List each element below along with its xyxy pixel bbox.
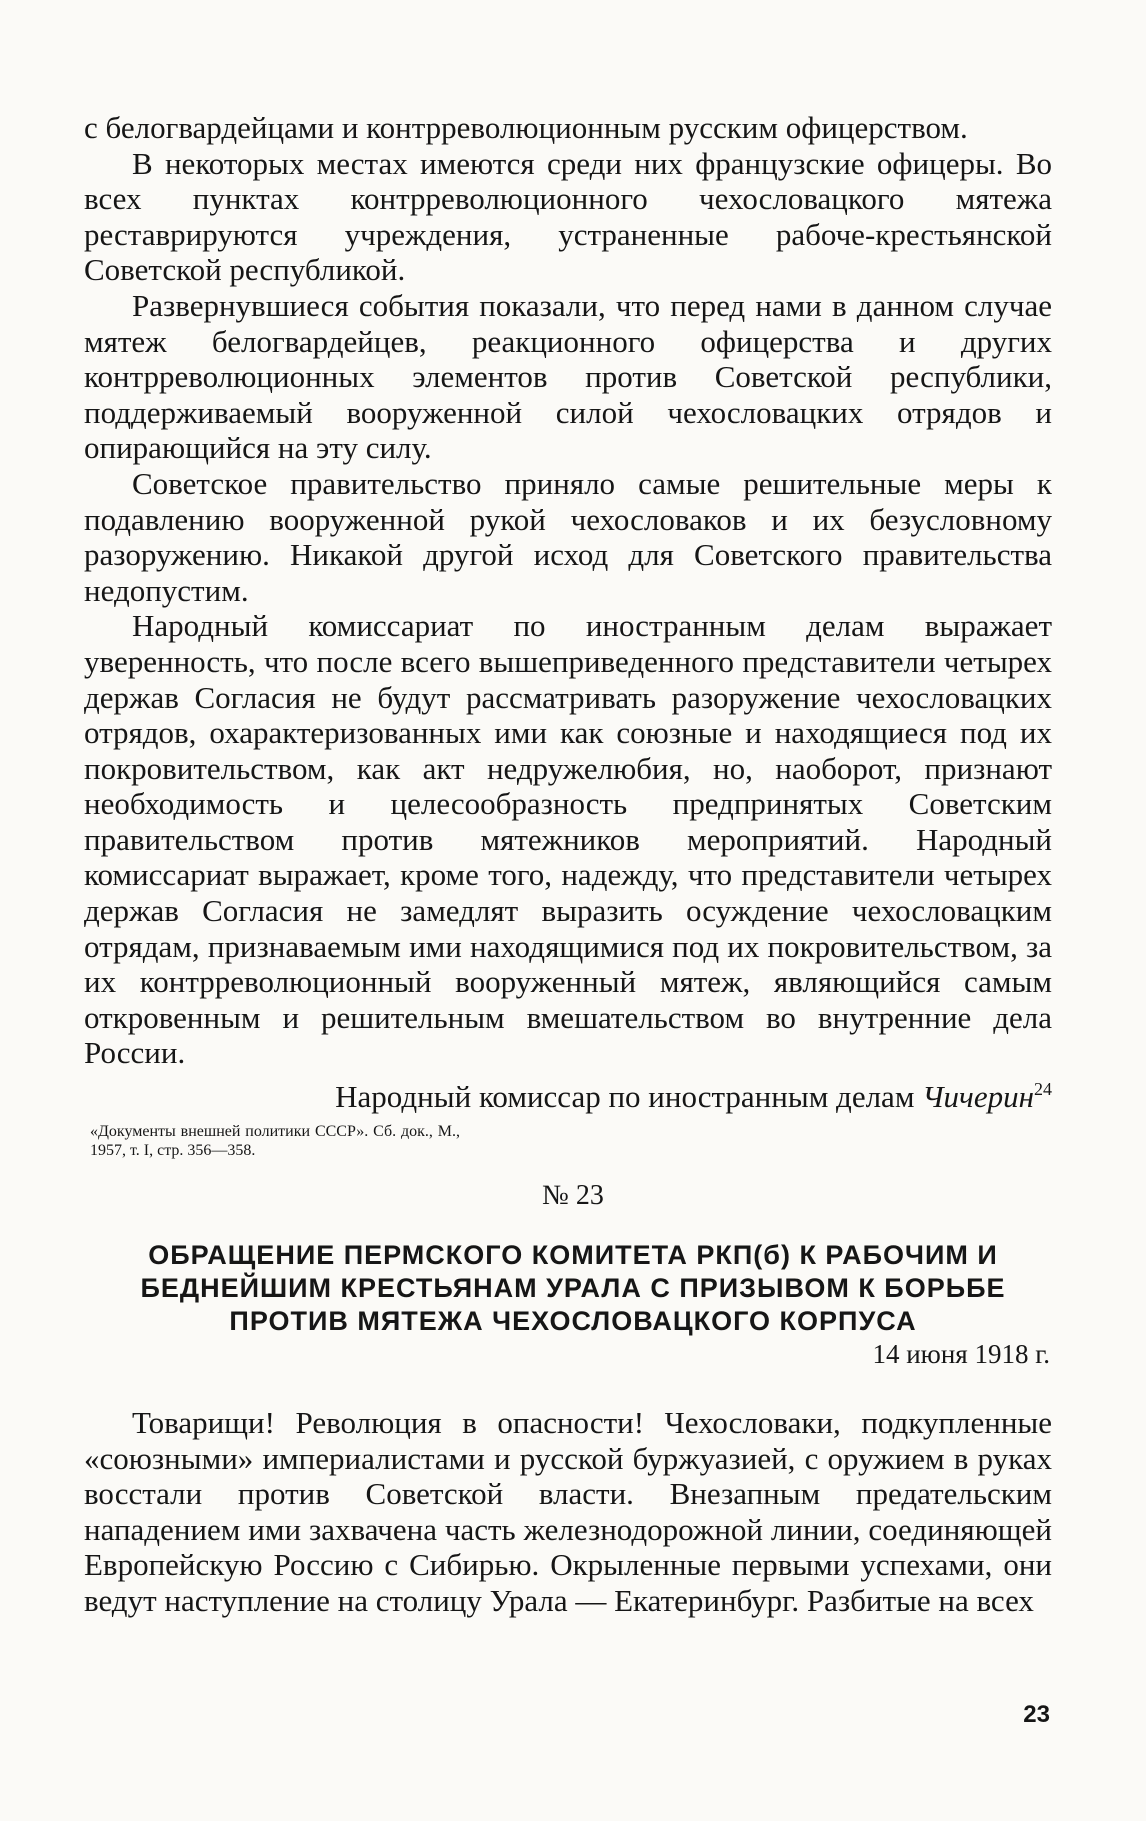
document-date: 14 июня 1918 г. — [872, 1339, 1050, 1369]
document-text-top — [84, 110, 1052, 1115]
document-title: ОБРАЩЕНИЕ ПЕРМСКОГО КОМИТЕТА РКП(б) К РАБОЧИМ И БЕДНЕЙШИМ КРЕСТЬЯНАМ УРАЛА С ПРИЗЫВОМ К БОРЬБЕ ПРОТИВ МЯТЕЖА ЧЕХОСЛОВАЦКОГО КОРПУСА — [140, 1240, 1006, 1336]
paragraph: с белогвардейцами и контрреволюционным русским офицерством. — [84, 110, 968, 145]
paragraph: В некоторых местах имеются среди них французские офицеры. Во всех пунктах контрреволюционного чехословацкого мятежа реставрируются учреждения, устраненные рабоче-крестьянской Советской республикой. — [84, 145, 1052, 288]
paragraph: Развернувшиеся события показали, что перед нами в данном случае мятеж белогвардейцев, реакционного офицерства и других контрреволюционных элементов против Советской республики, поддерживаемый вооруженной силой чехословацких отрядов и опирающийся на эту силу. — [84, 287, 1052, 466]
document-text-bottom — [84, 1405, 1052, 1619]
paragraph: Товарищи! Революция в опасности! Чехословаки, подкупленные «союзными» империалистами и русской буржуазией, с оружием в руках восстали против Советской власти. Внезапным предательским нападением ими захвачена часть железнодорожной линии, соединяющей Европейскую Россию с Сибирью. Окрыленные первыми успехами, они ведут наступление на столицу Урала — Екатеринбург. Разбитые на всех — [84, 1405, 1052, 1618]
paragraph: Советское правительство приняло самые решительные меры к подавлению вооруженной рукой чехословаков и их безусловному разоружению. Никакой другой исход для Советского правительства недопустим. — [84, 465, 1052, 608]
paragraph: Народный комиссариат по иностранным делам выражает уверенность, что после всего вышеприведенного представители четырех держав Согласия не будут рассматривать разоружение чехословацких отрядов, охарактеризованных ими как союзные и находящиеся под их покровительством, как акт недружелюбия, но, наоборот, признают необходимость и целесообразность предпринятых Советским правительством против мятежников мероприятий. Народный комиссариат выражает, кроме того, надежду, что представители четырех держав Согласия не замедлят выразить осуждение чехословацким отрядам, признаваемым ими находящимися под их покровительством, за их контрреволюционный вооруженный мятеж, являющийся самым откровенным и решительным вмешательством во внутренние дела России. — [84, 608, 1052, 1071]
signature-title: Народный комиссар по иностранным делам — [335, 1079, 915, 1115]
signature — [84, 1079, 1052, 1115]
page-number: 23 — [1023, 1701, 1050, 1728]
source-citation: «Документы внешней политики СССР». Сб. док., М., 1957, т. I, стр. 356—358. — [90, 1123, 460, 1159]
signature-name: Чичерин — [922, 1079, 1034, 1115]
document-number: № 23 — [542, 1180, 604, 1211]
footnote-marker: 24 — [1034, 1079, 1052, 1100]
